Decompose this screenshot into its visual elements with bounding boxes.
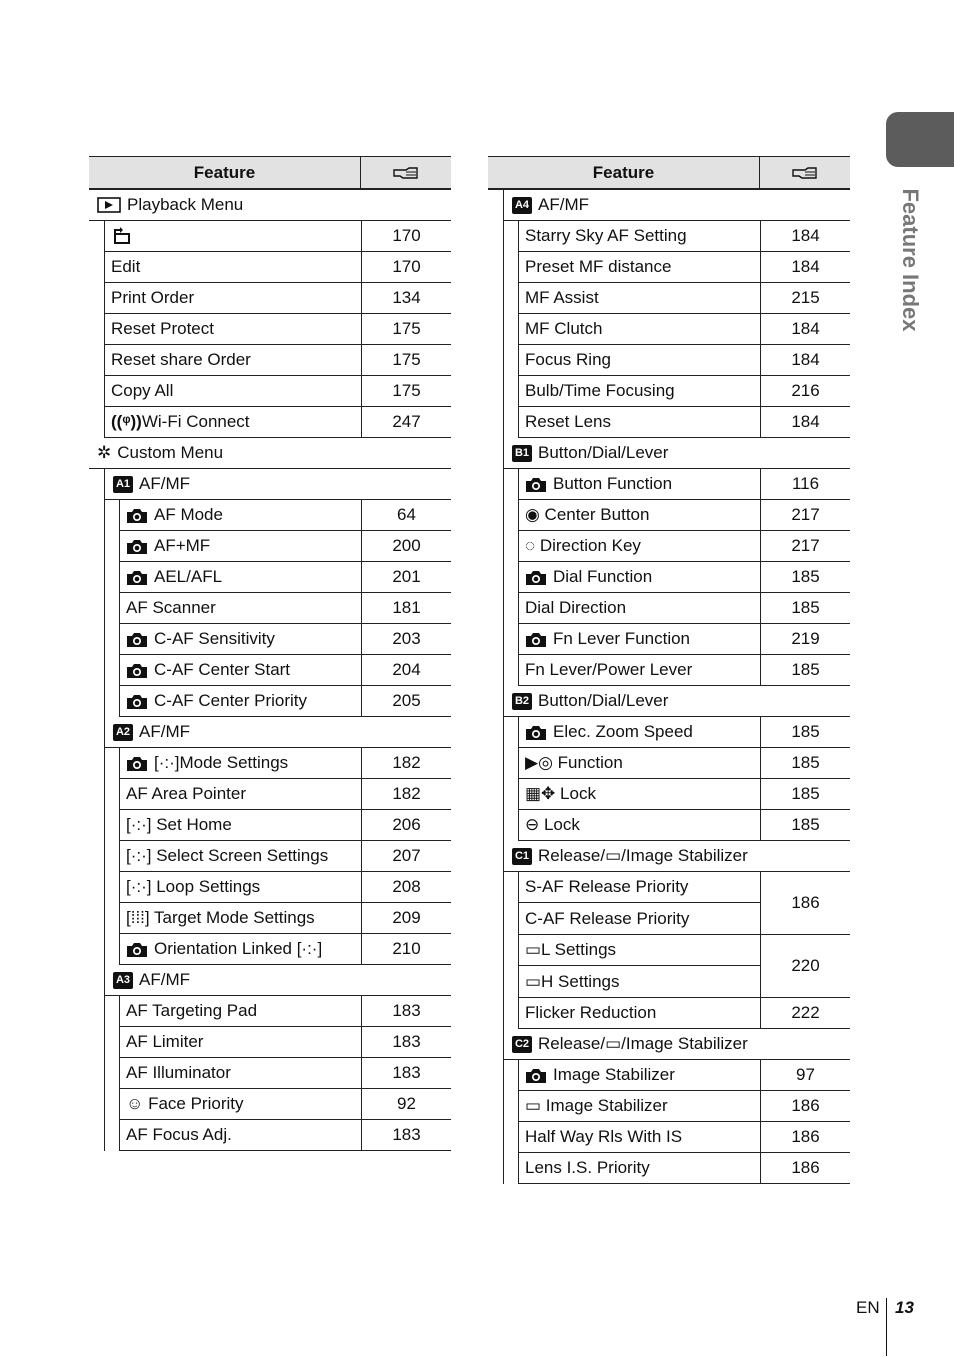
row-feature: [519, 1153, 761, 1183]
a3-rows: [119, 996, 451, 1151]
row-page: 222: [791, 1003, 820, 1022]
table-row: [519, 593, 850, 624]
row-page: 182: [392, 784, 421, 803]
row-feature-label: Edit: [111, 257, 141, 276]
row-feature-label: C-AF Center Priority: [154, 691, 308, 710]
row-page: 186: [791, 1158, 820, 1177]
row-feature: [519, 562, 761, 592]
row-feature-label: ⊖ Lock: [525, 815, 580, 834]
row-page: 183: [392, 1125, 421, 1144]
row-feature-label: C-AF Center Start: [154, 660, 291, 679]
row-feature: [105, 283, 362, 313]
row-feature-label: AF Targeting Pad: [126, 1001, 258, 1020]
row-page: 116: [791, 474, 820, 493]
section-c2: C2 Release/▭/Image Stabilizer: [504, 1029, 850, 1060]
row-feature: S-AF Release Priority: [519, 872, 760, 903]
row-feature-label: Half Way Rls With IS: [525, 1127, 683, 1146]
row-page: 185: [791, 815, 820, 834]
table-row: [120, 1027, 451, 1058]
row-page: 217: [791, 505, 820, 524]
row-feature-label: [·:·] Set Home: [126, 815, 232, 834]
table-row: [120, 748, 451, 779]
row-feature-label: Starry Sky AF Setting: [525, 226, 687, 245]
table-row: [519, 1060, 850, 1091]
row-feature-label: AF Scanner: [126, 598, 216, 617]
table-row: [105, 314, 451, 345]
table-header: [89, 156, 451, 190]
row-feature: [519, 655, 761, 685]
table-row: [120, 686, 451, 717]
row-feature-label: Focus Ring: [525, 350, 611, 369]
a1-badge-icon: A1: [113, 476, 133, 493]
row-feature-label: MF Clutch: [525, 319, 603, 338]
row-feature-label: Elec. Zoom Speed: [553, 722, 693, 741]
row-feature-label: ▦✥ Lock: [525, 784, 596, 803]
row-feature-label: Lens I.S. Priority: [525, 1158, 650, 1177]
table-row: [519, 376, 850, 407]
table-row: [120, 903, 451, 934]
row-feature: [120, 624, 362, 654]
table-row: [519, 624, 850, 655]
row-feature: [519, 221, 761, 251]
row-feature: [120, 1027, 362, 1057]
row-page: 175: [392, 319, 421, 338]
row-feature-label: Image Stabilizer: [553, 1065, 675, 1084]
table-row: [120, 500, 451, 531]
side-label: Feature Index: [898, 188, 923, 332]
header-feature: Feature: [89, 157, 361, 188]
table-row: [519, 1091, 850, 1122]
row-page: 209: [392, 908, 421, 927]
row-feature: [519, 469, 761, 499]
row-page: 215: [791, 288, 820, 307]
row-feature: [519, 500, 761, 530]
footer-lang: EN: [856, 1298, 880, 1317]
row-feature: [120, 500, 362, 530]
row-feature: [120, 748, 362, 778]
row-feature: [519, 1091, 761, 1121]
table-row: [120, 872, 451, 903]
row-feature: [120, 531, 362, 561]
row-feature-label: AF+MF: [154, 536, 211, 555]
table-row: [105, 252, 451, 283]
row-page: 97: [796, 1065, 815, 1084]
row-page: 185: [791, 567, 820, 586]
row-page: 184: [791, 226, 820, 245]
table-row: [120, 562, 451, 593]
section-b2: B2 Button/Dial/Lever: [504, 686, 850, 717]
table-row: [519, 283, 850, 314]
table-row: [105, 283, 451, 314]
page-ref-icon: [361, 157, 451, 188]
row-feature: [519, 376, 761, 406]
table-row: [519, 221, 850, 252]
table-row: [519, 779, 850, 810]
row-page: 216: [791, 381, 820, 400]
a4-rows: [518, 221, 850, 438]
row-page: 206: [392, 815, 421, 834]
row-page: 183: [392, 1063, 421, 1082]
row-page: 200: [392, 536, 421, 555]
table-row: [105, 345, 451, 376]
table-row: [120, 531, 451, 562]
row-feature: [120, 872, 362, 902]
row-page: 185: [791, 598, 820, 617]
camera-icon: [126, 538, 148, 555]
table-row: [519, 407, 850, 438]
row-feature-label: Fn Lever/Power Lever: [525, 660, 693, 679]
table-row: [120, 655, 451, 686]
row-page: 184: [791, 257, 820, 276]
row-feature: [519, 998, 761, 1028]
table-row: [519, 1153, 850, 1184]
row-feature-label: Button Function: [553, 474, 673, 493]
camera-icon: [126, 693, 148, 710]
row-page: 181: [392, 598, 421, 617]
table-row: [105, 221, 451, 252]
row-feature-label: Reset share Order: [111, 350, 251, 369]
row-feature-label: Reset Lens: [525, 412, 611, 431]
row-feature-label: Dial Direction: [525, 598, 627, 617]
section-c1: C1 Release/▭/Image Stabilizer: [504, 841, 850, 872]
row-feature: [105, 407, 362, 437]
a2-badge-icon: A2: [113, 724, 133, 741]
table-row: [519, 562, 850, 593]
row-feature: [519, 1060, 761, 1090]
table-row: [120, 841, 451, 872]
camera-icon: [525, 724, 547, 741]
row-page: 208: [392, 877, 421, 896]
row-page: 247: [392, 412, 421, 431]
row-feature-label: AF Limiter: [126, 1032, 204, 1051]
gear-icon: ✲: [97, 443, 112, 462]
table-row: [519, 998, 850, 1029]
row-page: 185: [791, 753, 820, 772]
row-feature-label: [·:·] Loop Settings: [126, 877, 261, 896]
row-page: 184: [791, 350, 820, 369]
table-row: [120, 779, 451, 810]
row-feature: [519, 1122, 761, 1152]
row-page: 186: [791, 1096, 820, 1115]
row-page: 186: [791, 893, 820, 912]
row-page: 217: [791, 536, 820, 555]
table-row: [519, 500, 850, 531]
row-page: 170: [392, 226, 421, 245]
row-feature: [105, 252, 362, 282]
row-feature: [519, 407, 761, 437]
row-page: 219: [791, 629, 820, 648]
table-row: [120, 810, 451, 841]
row-feature-label: AF Mode: [154, 505, 223, 524]
table-row: [519, 469, 850, 500]
row-page: 170: [392, 257, 421, 276]
row-feature: [120, 562, 362, 592]
row-feature-label: ▶◎ Function: [525, 753, 623, 772]
a4-badge-icon: A4: [512, 197, 532, 214]
camera-icon: [525, 476, 547, 493]
row-feature: [519, 283, 761, 313]
row-feature-label: ◌ Direction Key: [525, 536, 641, 555]
row-page: 185: [791, 784, 820, 803]
row-feature: [120, 1120, 362, 1150]
row-feature-label: Dial Function: [553, 567, 653, 586]
row-page: 186: [791, 1127, 820, 1146]
row-page: 205: [392, 691, 421, 710]
c1-badge-icon: C1: [512, 848, 532, 865]
table-row: [120, 1058, 451, 1089]
row-page: 210: [392, 939, 421, 958]
table-row: [519, 314, 850, 345]
table-header: [488, 156, 850, 190]
table-row: [519, 717, 850, 748]
row-feature: [519, 345, 761, 375]
a3-badge-icon: A3: [113, 972, 133, 989]
custom-menu-group: [104, 469, 451, 1151]
row-page: 134: [392, 288, 421, 307]
row-feature: [519, 252, 761, 282]
row-feature-label: [⁞⁞⁞] Target Mode Settings: [126, 908, 315, 927]
footer-divider: [886, 1298, 887, 1356]
table-row: [120, 624, 451, 655]
row-page: 183: [392, 1001, 421, 1020]
header-feature: Feature: [488, 157, 760, 188]
table-row: [120, 996, 451, 1027]
c1-rows: [518, 872, 850, 1029]
row-feature: [519, 593, 761, 623]
table-row: [519, 748, 850, 779]
row-feature: [120, 903, 362, 933]
camera-icon: [525, 631, 547, 648]
left-table: [89, 156, 451, 1151]
section-custom-menu: ✲ Custom Menu: [89, 438, 451, 469]
b2-badge-icon: B2: [512, 693, 532, 710]
row-feature-label: ☺ Face Priority: [126, 1094, 244, 1113]
row-page: 203: [392, 629, 421, 648]
table-row: [120, 593, 451, 624]
table-row: [519, 655, 850, 686]
row-feature: [120, 779, 362, 809]
row-feature: [120, 1058, 362, 1088]
row-feature-label: Print Order: [111, 288, 195, 307]
camera-icon: [126, 631, 148, 648]
row-feature: [120, 810, 362, 840]
row-feature: [120, 593, 362, 623]
table-row: [519, 531, 850, 562]
row-feature: [120, 841, 362, 871]
row-feature: [120, 1089, 362, 1119]
row-feature: [105, 345, 362, 375]
row-feature-label: [·:·] Select Screen Settings: [126, 846, 329, 865]
row-page: 184: [791, 412, 820, 431]
a2-rows: [119, 748, 451, 965]
table-row: [519, 1122, 850, 1153]
table-row: [519, 872, 850, 935]
table-row: [120, 1120, 451, 1151]
table-row: [105, 407, 451, 438]
camera-icon: [525, 1067, 547, 1084]
footer-page-number: 13: [895, 1298, 914, 1317]
row-feature: [519, 717, 761, 747]
row-page: 175: [392, 350, 421, 369]
row-feature-label: MF Assist: [525, 288, 599, 307]
row-feature: [120, 655, 362, 685]
row-feature-label: Reset Protect: [111, 319, 214, 338]
camera-icon: [126, 941, 148, 958]
row-feature: [120, 934, 362, 964]
b1-rows: [518, 469, 850, 686]
row-feature: [519, 748, 761, 778]
section-a4: A4 AF/MF: [504, 190, 850, 221]
table-row: [120, 934, 451, 965]
right-table: [488, 156, 850, 1184]
table-row: [519, 345, 850, 376]
row-feature-label: AF Illuminator: [126, 1063, 231, 1082]
row-page: 204: [392, 660, 421, 679]
playback-icon: [97, 197, 121, 213]
c2-rows: [518, 1060, 850, 1184]
table-row: [519, 252, 850, 283]
row-page: 183: [392, 1032, 421, 1051]
side-tab: [886, 112, 954, 167]
table-row: [519, 935, 850, 998]
row-feature: [519, 531, 761, 561]
section-b1: B1 Button/Dial/Lever: [504, 438, 850, 469]
row-feature: [105, 221, 362, 251]
row-feature: ▭L Settings: [519, 935, 760, 966]
row-feature: [519, 624, 761, 654]
row-page: 201: [392, 567, 421, 586]
row-feature: [519, 314, 761, 344]
camera-icon: [525, 569, 547, 586]
custom-menu-group-continued: [503, 190, 850, 1184]
row-feature-label: Bulb/Time Focusing: [525, 381, 675, 400]
c2-badge-icon: C2: [512, 1036, 532, 1053]
row-page: 185: [791, 660, 820, 679]
playback-rows: [104, 221, 451, 438]
row-feature-label: AEL/AFL: [154, 567, 223, 586]
section-a2: A2 AF/MF: [105, 717, 451, 748]
section-a1: A1 AF/MF: [105, 469, 451, 500]
row-feature-label: AF Area Pointer: [126, 784, 247, 803]
section-playback-menu: Playback Menu: [89, 190, 451, 221]
row-page: 185: [791, 722, 820, 741]
a1-rows: [119, 500, 451, 717]
camera-icon: [126, 755, 148, 772]
camera-icon: [126, 569, 148, 586]
row-feature-label: Wi-Fi Connect: [141, 412, 250, 431]
row-page: 92: [397, 1094, 416, 1113]
row-feature: ▭H Settings: [525, 971, 620, 991]
row-feature-label: Preset MF distance: [525, 257, 672, 276]
row-feature-label: AF Focus Adj.: [126, 1125, 232, 1144]
camera-icon: [126, 507, 148, 524]
row-feature-label: Orientation Linked [·:·]: [154, 939, 323, 958]
rotate-icon: [111, 227, 133, 245]
row-feature: [519, 810, 761, 840]
row-page: 207: [392, 846, 421, 865]
table-row: [105, 376, 451, 407]
row-feature: [105, 376, 362, 406]
row-page: 184: [791, 319, 820, 338]
table-row: [120, 1089, 451, 1120]
row-page: 182: [392, 753, 421, 772]
b1-badge-icon: B1: [512, 445, 532, 462]
row-feature-label: C-AF Sensitivity: [154, 629, 275, 648]
row-feature: [105, 314, 362, 344]
row-page: 175: [392, 381, 421, 400]
row-feature: C-AF Release Priority: [525, 908, 690, 928]
wifi-icon: ((ᵠ)): [111, 412, 142, 431]
row-page: 220: [791, 956, 820, 975]
row-feature-label: [·:·]Mode Settings: [154, 753, 289, 772]
row-feature: [519, 779, 761, 809]
row-feature-label: Copy All: [111, 381, 174, 400]
row-feature: [120, 996, 362, 1026]
page-ref-icon: [760, 157, 850, 188]
b2-rows: [518, 717, 850, 841]
camera-icon: [126, 662, 148, 679]
row-page: 64: [397, 505, 416, 524]
row-feature: [120, 686, 362, 716]
table-row: [519, 810, 850, 841]
row-feature-label: Flicker Reduction: [525, 1003, 657, 1022]
section-a3: A3 AF/MF: [105, 965, 451, 996]
row-feature-label: ◉ Center Button: [525, 505, 650, 524]
row-feature-label: ▭ Image Stabilizer: [525, 1096, 668, 1115]
row-feature-label: Fn Lever Function: [553, 629, 691, 648]
